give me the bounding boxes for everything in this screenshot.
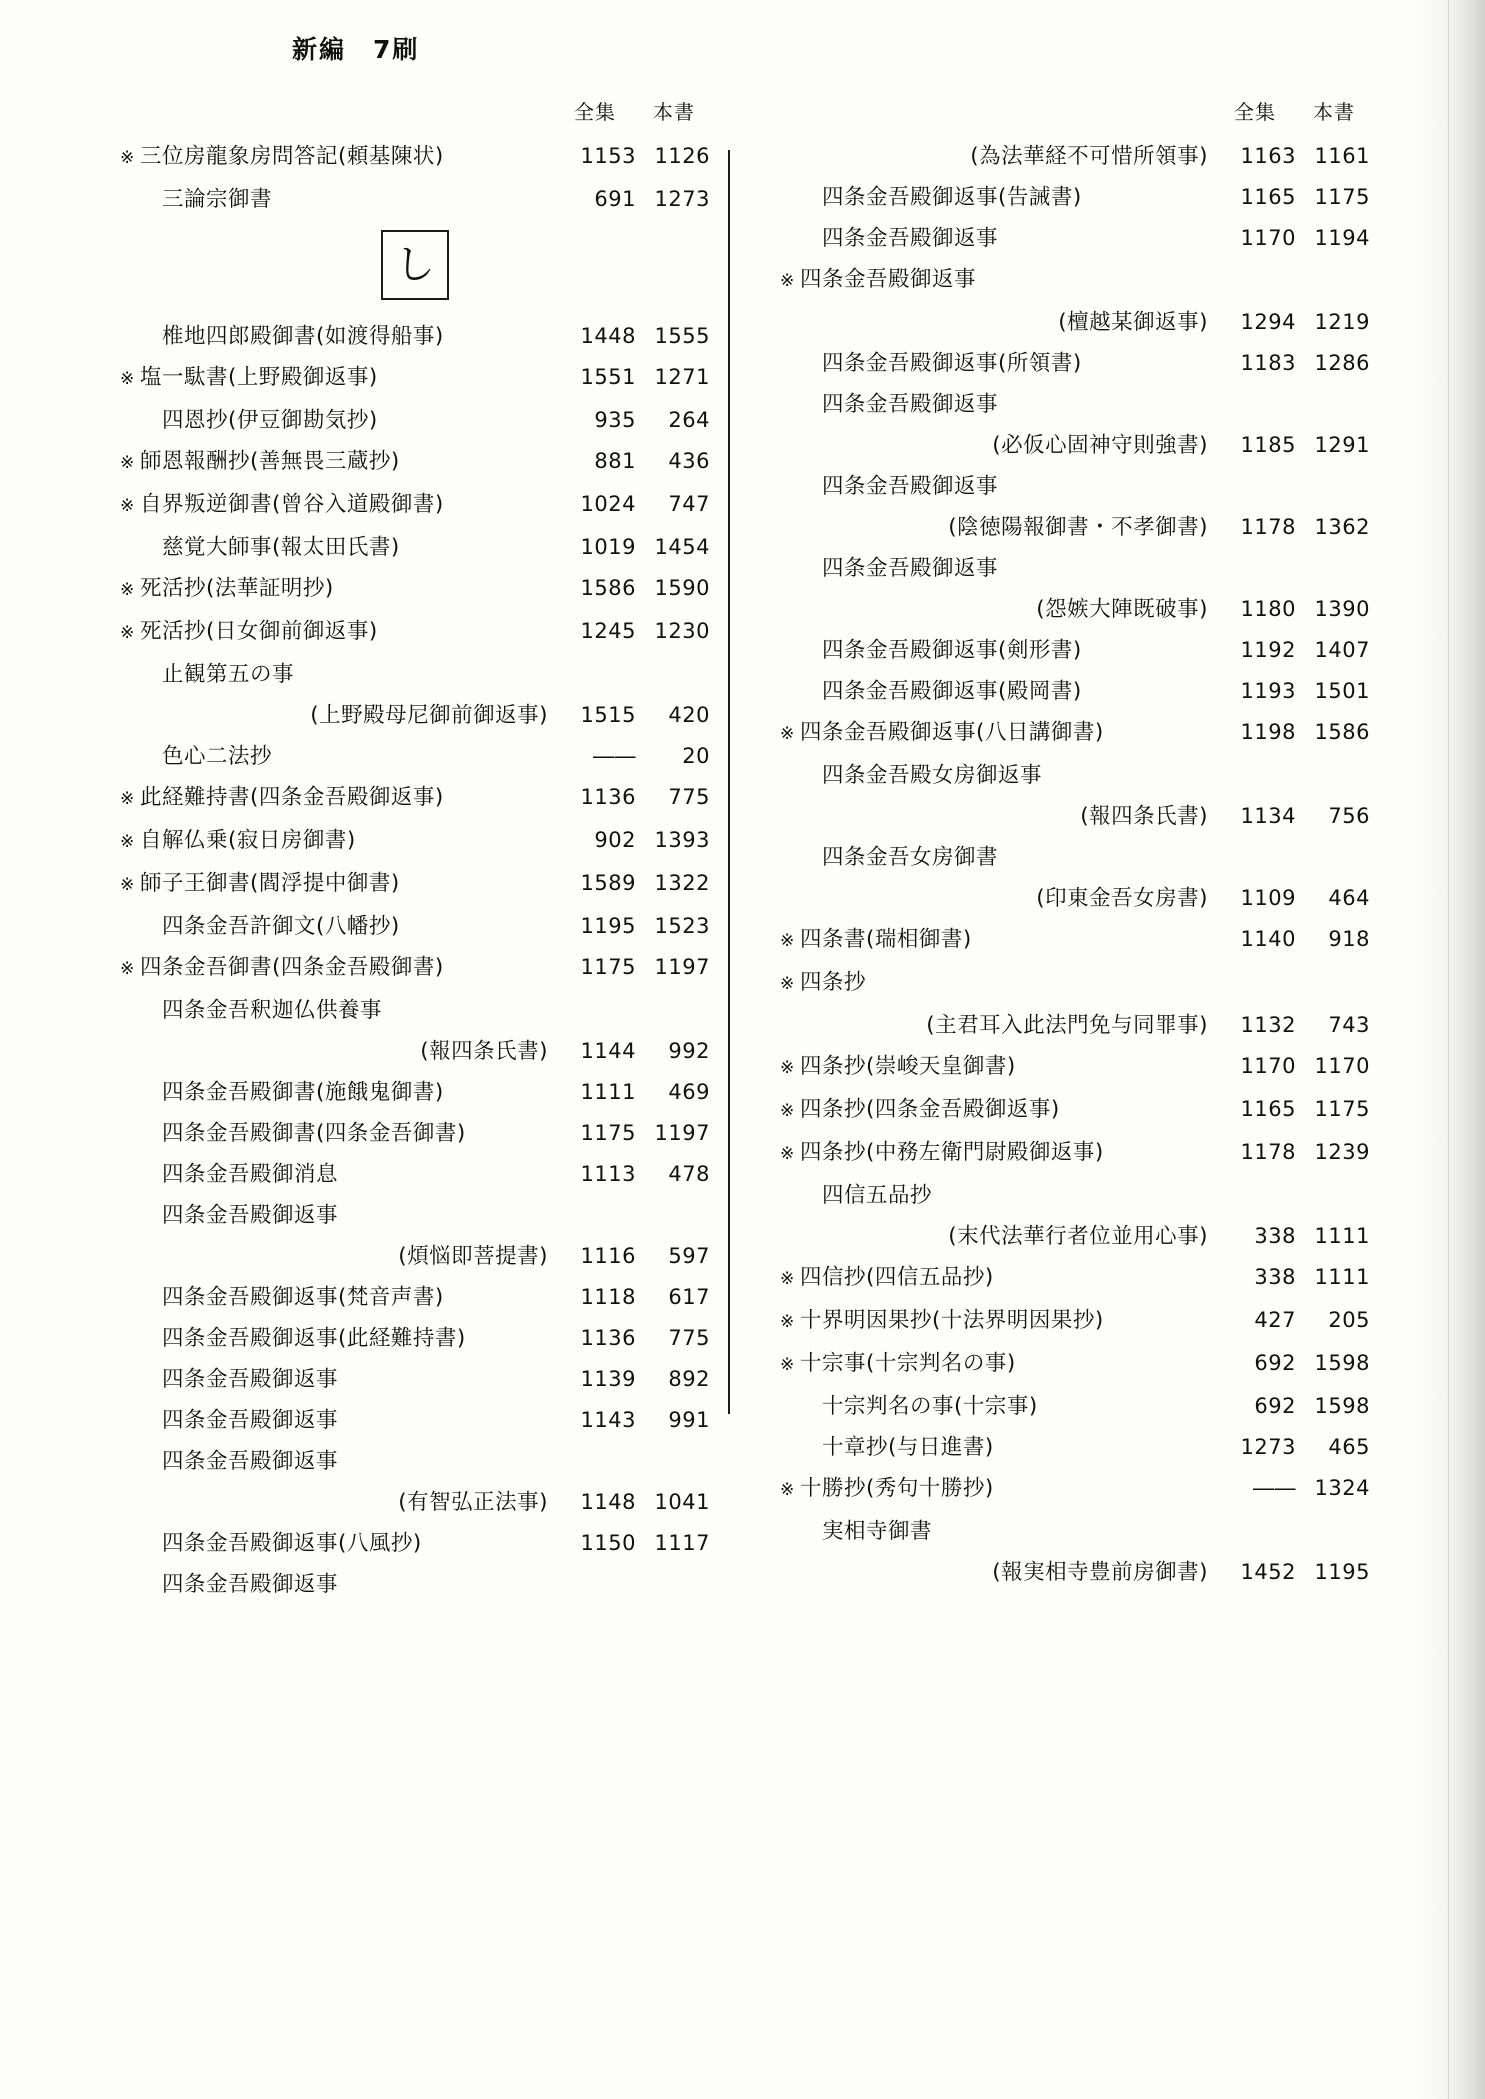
entry-title: 自解仏乗(寂日房御書) — [140, 828, 356, 853]
entry-page-zenshu: 1175 — [580, 955, 636, 979]
entry-page-honsho: 1555 — [654, 324, 710, 348]
entry-page-honsho: 1598 — [1314, 1394, 1370, 1418]
index-entry-row — [120, 1441, 710, 1482]
entry-page-honsho: 617 — [668, 1285, 710, 1309]
entry-title: 止観第五の事 — [162, 662, 295, 687]
index-entry-row — [780, 343, 1370, 384]
left-column — [120, 96, 734, 1605]
right-entries — [780, 136, 1370, 1593]
entry-title: 四条金吾女房御書 — [822, 845, 999, 870]
entry-page-honsho: 892 — [668, 1367, 710, 1391]
entry-page-zenshu: 1551 — [580, 365, 636, 389]
index-entry-row — [780, 466, 1370, 507]
entry-title: 四条書(瑞相御書) — [800, 927, 972, 952]
entry-page-honsho: 1598 — [1314, 1351, 1370, 1375]
entry-page-honsho: 1197 — [654, 955, 710, 979]
entry-title: 四条金吾殿御返事(殿岡書) — [822, 679, 1082, 704]
index-entry-row — [780, 177, 1370, 218]
entry-title: 四条金吾殿御消息 — [162, 1162, 339, 1187]
index-entry-row — [780, 1386, 1370, 1427]
entry-mark: ※ — [120, 832, 135, 852]
index-entry-row — [120, 1031, 710, 1072]
header-zenshu: 全集 — [1234, 100, 1276, 124]
index-entry-row — [780, 1132, 1370, 1175]
entry-page-zenshu: 692 — [1254, 1351, 1296, 1375]
entry-title: 四条抄(中務左衛門尉殿御返事) — [800, 1140, 1104, 1165]
left-column-headers — [120, 96, 710, 122]
entry-title: 死活抄(法華証明抄) — [140, 576, 334, 601]
entry-page-zenshu: 1515 — [580, 703, 636, 727]
entry-mark: ※ — [120, 580, 135, 600]
entry-page-honsho: 1195 — [1314, 1560, 1370, 1584]
entry-page-honsho: 1175 — [1314, 185, 1370, 209]
entry-title: (煩悩即菩提書) — [398, 1244, 548, 1269]
index-entry-row — [780, 671, 1370, 712]
entry-page-zenshu: 1178 — [1240, 1140, 1296, 1164]
entry-page-zenshu: 1024 — [580, 492, 636, 516]
entry-page-zenshu: 1294 — [1240, 310, 1296, 334]
index-entry-row — [780, 136, 1370, 177]
entry-page-honsho: 436 — [668, 449, 710, 473]
entry-page-honsho: 205 — [1328, 1308, 1370, 1332]
entry-mark: ※ — [780, 1269, 795, 1289]
entry-page-zenshu: 1448 — [580, 324, 636, 348]
entry-page-zenshu: 1185 — [1240, 433, 1296, 457]
entry-page-honsho: 1362 — [1314, 515, 1370, 539]
entry-mark: ※ — [120, 369, 135, 389]
entry-page-zenshu: 1175 — [580, 1121, 636, 1145]
entry-page-honsho: 1194 — [1314, 226, 1370, 250]
entry-page-zenshu: 1132 — [1240, 1013, 1296, 1037]
entry-title: 四条抄(崇峻天皇御書) — [800, 1054, 1016, 1079]
index-entry-row — [120, 1154, 710, 1195]
entry-mark: ※ — [780, 1312, 795, 1332]
entry-title: 師子王御書(閻浮提中御書) — [140, 871, 400, 896]
entry-page-honsho: 469 — [668, 1080, 710, 1104]
entry-title: (檀越某御返事) — [1058, 310, 1208, 335]
entry-page-honsho: 1197 — [654, 1121, 710, 1145]
entry-page-honsho: 1117 — [654, 1531, 710, 1555]
index-entry-row — [120, 527, 710, 568]
index-columns — [120, 96, 1370, 1605]
entry-page-zenshu: 1163 — [1240, 144, 1296, 168]
index-entry-row — [120, 863, 710, 906]
index-entry-row — [120, 1523, 710, 1564]
entry-title: 四条金吾殿御返事 — [800, 267, 977, 292]
entry-mark: ※ — [120, 959, 135, 979]
header-zenshu: 全集 — [574, 100, 616, 124]
index-entry-row — [120, 179, 710, 220]
entry-title: (有智弘正法事) — [398, 1490, 548, 1515]
scan-edge-shadow — [1413, 0, 1485, 2099]
index-entry-row — [120, 777, 710, 820]
index-entry-row — [780, 1427, 1370, 1468]
entry-page-zenshu: 1452 — [1240, 1560, 1296, 1584]
entry-page-zenshu: 1134 — [1240, 804, 1296, 828]
entry-page-zenshu: 1109 — [1240, 886, 1296, 910]
index-entry-row — [120, 568, 710, 611]
index-entry-row — [780, 384, 1370, 425]
running-head: 新編 7刷 — [292, 35, 420, 64]
index-entry-row — [120, 1564, 710, 1605]
entry-page-honsho: 1586 — [1314, 720, 1370, 744]
entry-page-honsho: 747 — [668, 492, 710, 516]
entry-page-zenshu: 1170 — [1240, 1054, 1296, 1078]
index-entry-row — [120, 484, 710, 527]
index-entry-row — [120, 1277, 710, 1318]
index-entry-row — [120, 695, 710, 736]
entry-page-honsho: 420 — [668, 703, 710, 727]
index-entry-row — [780, 919, 1370, 962]
entry-page-zenshu: 1183 — [1240, 351, 1296, 375]
index-entry-row — [120, 654, 710, 695]
entry-page-zenshu: 1140 — [1240, 927, 1296, 951]
entry-mark: ※ — [780, 974, 795, 994]
entry-title: 四条金吾殿御返事(梵音声書) — [162, 1285, 444, 1310]
entry-page-honsho: 1170 — [1314, 1054, 1370, 1078]
entry-page-zenshu: 1192 — [1240, 638, 1296, 662]
entry-page-honsho: 775 — [668, 785, 710, 809]
index-entry-row — [120, 136, 710, 179]
index-entry-row — [120, 1113, 710, 1154]
index-entry-row — [780, 1005, 1370, 1046]
entry-title: 四条金吾殿御返事 — [162, 1408, 339, 1433]
entry-title: (陰徳陽報御書・不孝御書) — [948, 515, 1208, 540]
entry-page-honsho: 1219 — [1314, 310, 1370, 334]
entry-title: 四条金吾殿御返事(告誡書) — [822, 185, 1082, 210]
entry-title: (報四条氏書) — [420, 1039, 548, 1064]
index-entry-row — [780, 507, 1370, 548]
index-entry-row — [780, 1257, 1370, 1300]
entry-title: (報四条氏書) — [1080, 804, 1208, 829]
index-entry-row — [120, 316, 710, 357]
entry-page-honsho: 1111 — [1314, 1224, 1370, 1248]
entry-page-zenshu: 1586 — [580, 576, 636, 600]
entry-page-honsho: 1230 — [654, 619, 710, 643]
entry-mark: ※ — [780, 1480, 795, 1500]
index-entry-row — [120, 1482, 710, 1523]
entry-page-zenshu: 1589 — [580, 871, 636, 895]
right-column-headers — [780, 96, 1370, 122]
entry-title: 四条金吾殿御返事 — [162, 1367, 339, 1392]
entry-page-honsho: 1111 — [1314, 1265, 1370, 1289]
index-entry-row — [780, 1343, 1370, 1386]
entry-title: (為法華経不可惜所領事) — [970, 144, 1208, 169]
entry-title: 此経難持書(四条金吾殿御返事) — [140, 785, 444, 810]
entry-page-zenshu: 1170 — [1240, 226, 1296, 250]
entry-title: 実相寺御書 — [822, 1519, 933, 1544]
entry-page-zenshu: 1139 — [580, 1367, 636, 1391]
entry-title: 師恩報酬抄(善無畏三蔵抄) — [140, 449, 400, 474]
entry-page-honsho: 1271 — [654, 365, 710, 389]
entry-title: 四条金吾殿御返事(剣形書) — [822, 638, 1082, 663]
entry-page-zenshu: 1153 — [580, 144, 636, 168]
header-honsho: 本書 — [1313, 100, 1355, 124]
index-entry-row — [780, 1552, 1370, 1593]
index-entry-row — [120, 990, 710, 1031]
entry-title: 自界叛逆御書(曾谷入道殿御書) — [140, 492, 444, 517]
entry-page-zenshu: 1193 — [1240, 679, 1296, 703]
index-entry-row — [780, 837, 1370, 878]
entry-page-honsho: 1390 — [1314, 597, 1370, 621]
entry-mark: ※ — [780, 724, 795, 744]
entry-page-zenshu: 1165 — [1240, 1097, 1296, 1121]
index-entry-row — [120, 1318, 710, 1359]
entry-title: 十宗事(十宗判名の事) — [800, 1351, 1016, 1376]
index-entry-row — [780, 218, 1370, 259]
index-entry-row — [780, 755, 1370, 796]
index-entry-row — [120, 1359, 710, 1400]
entry-title: 四条金吾殿御返事(所領書) — [822, 351, 1082, 376]
entry-title: 四信五品抄 — [822, 1183, 933, 1208]
left-entries-before-glyph — [120, 136, 710, 220]
index-entry-row — [780, 1468, 1370, 1511]
entry-title: 四条金吾殿御返事 — [162, 1203, 339, 1228]
entry-page-zenshu: 935 — [594, 408, 636, 432]
index-entry-row — [120, 1195, 710, 1236]
entry-title: 四条金吾殿御返事 — [822, 392, 999, 417]
entry-title: 十勝抄(秀句十勝抄) — [800, 1476, 994, 1501]
entry-page-zenshu: 1245 — [580, 619, 636, 643]
entry-title: (必仮心固神守則強書) — [992, 433, 1208, 458]
index-entry-row — [780, 1175, 1370, 1216]
scan-edge-line — [1448, 0, 1449, 2099]
entry-title: 三位房龍象房問答記(頼基陳状) — [140, 144, 444, 169]
entry-page-zenshu: 692 — [1254, 1394, 1296, 1418]
entry-title: 四条金吾御書(四条金吾殿御書) — [140, 955, 444, 980]
entry-page-honsho: 1324 — [1314, 1476, 1370, 1500]
entry-page-zenshu: 881 — [594, 449, 636, 473]
entry-page-zenshu: 338 — [1254, 1224, 1296, 1248]
index-entry-row — [780, 630, 1370, 671]
index-entry-row — [120, 1072, 710, 1113]
entry-title: 四条金吾殿御書(四条金吾御書) — [162, 1121, 466, 1146]
entry-title: 四条金吾許御文(八幡抄) — [162, 914, 400, 939]
left-entries-after-glyph — [120, 316, 710, 1605]
entry-page-zenshu: 1111 — [580, 1080, 636, 1104]
entry-page-honsho: 1041 — [654, 1490, 710, 1514]
entry-page-honsho: 1291 — [1314, 433, 1370, 457]
entry-title: (印東金吾女房書) — [1036, 886, 1208, 911]
index-entry-row — [780, 589, 1370, 630]
entry-page-zenshu: 1150 — [580, 1531, 636, 1555]
entry-title: 四条金吾殿御返事(此経難持書) — [162, 1326, 466, 1351]
entry-title: 四条金吾殿女房御返事 — [822, 763, 1043, 788]
entry-title: (上野殿母尼御前御返事) — [310, 703, 548, 728]
index-entry-row — [780, 548, 1370, 589]
entry-title: (報実相寺豊前房御書) — [992, 1560, 1208, 1585]
entry-title: 四条金吾殿御返事 — [822, 226, 999, 251]
entry-title: 四信抄(四信五品抄) — [800, 1265, 994, 1290]
index-entry-row — [120, 611, 710, 654]
entry-page-zenshu: 1118 — [580, 1285, 636, 1309]
entry-title: (末代法華行者位並用心事) — [948, 1224, 1208, 1249]
entry-page-honsho: 1523 — [654, 914, 710, 938]
entry-mark: ※ — [780, 1144, 795, 1164]
section-glyph-container — [120, 220, 710, 316]
entry-page-zenshu: 427 — [1254, 1308, 1296, 1332]
entry-page-zenshu: 1019 — [580, 535, 636, 559]
index-entry-row — [120, 820, 710, 863]
entry-page-zenshu: 338 — [1254, 1265, 1296, 1289]
entry-title: 四条金吾殿御返事(八日講御書) — [800, 720, 1104, 745]
entry-page-zenshu: 1136 — [580, 785, 636, 809]
index-entry-row — [780, 302, 1370, 343]
entry-mark: ※ — [120, 623, 135, 643]
entry-page-zenshu: 1195 — [580, 914, 636, 938]
entry-title: 塩一駄書(上野殿御返事) — [140, 365, 378, 390]
header-honsho: 本書 — [653, 100, 695, 124]
entry-mark: ※ — [780, 1355, 795, 1375]
entry-page-honsho: 1590 — [654, 576, 710, 600]
entry-page-honsho: 775 — [668, 1326, 710, 1350]
index-entry-row — [780, 259, 1370, 302]
entry-page-zenshu: 1178 — [1240, 515, 1296, 539]
entry-page-honsho: 465 — [1328, 1435, 1370, 1459]
entry-mark: ※ — [780, 931, 795, 951]
entry-page-zenshu: ―― — [593, 744, 636, 768]
entry-page-honsho: 1175 — [1314, 1097, 1370, 1121]
index-entry-row — [780, 1216, 1370, 1257]
entry-page-honsho: 992 — [668, 1039, 710, 1063]
entry-page-zenshu: 1273 — [1240, 1435, 1296, 1459]
entry-page-honsho: 1286 — [1314, 351, 1370, 375]
entry-title: 四恩抄(伊豆御勘気抄) — [162, 408, 378, 433]
entry-page-honsho: 1161 — [1314, 144, 1370, 168]
entry-page-honsho: 743 — [1328, 1013, 1370, 1037]
index-entry-row — [780, 878, 1370, 919]
entry-title: 十界明因果抄(十法界明因果抄) — [800, 1308, 1104, 1333]
entry-mark: ※ — [120, 148, 135, 168]
entry-page-zenshu: 1116 — [580, 1244, 636, 1268]
entry-title: 四条抄 — [800, 970, 867, 995]
index-entry-row — [780, 1511, 1370, 1552]
entry-title: (怨嫉大陣既破事) — [1036, 597, 1208, 622]
index-entry-row — [120, 1400, 710, 1441]
entry-page-zenshu: 691 — [594, 187, 636, 211]
entry-page-honsho: 918 — [1328, 927, 1370, 951]
entry-title: 四条金吾殿御返事 — [162, 1449, 339, 1474]
index-entry-row — [780, 1089, 1370, 1132]
index-entry-row — [780, 712, 1370, 755]
entry-title: 死活抄(日女御前御返事) — [140, 619, 378, 644]
entry-page-zenshu: 1144 — [580, 1039, 636, 1063]
entry-page-honsho: 1273 — [654, 187, 710, 211]
entry-page-honsho: 464 — [1328, 886, 1370, 910]
entry-page-honsho: 1407 — [1314, 638, 1370, 662]
index-entry-row — [780, 1046, 1370, 1089]
entry-page-zenshu: 1113 — [580, 1162, 636, 1186]
entry-page-zenshu: 1198 — [1240, 720, 1296, 744]
entry-title: (主君耳入此法門免与同罪事) — [926, 1013, 1208, 1038]
right-column — [734, 96, 1370, 1605]
entry-mark: ※ — [780, 1058, 795, 1078]
entry-title: 四条金吾殿御返事(八風抄) — [162, 1531, 422, 1556]
index-entry-row — [120, 1236, 710, 1277]
entry-title: 色心二法抄 — [162, 744, 273, 769]
entry-page-honsho: 597 — [668, 1244, 710, 1268]
index-entry-row — [120, 947, 710, 990]
entry-title: 四条金吾殿御返事 — [162, 1572, 339, 1597]
entry-page-zenshu: 1148 — [580, 1490, 636, 1514]
entry-page-honsho: 20 — [682, 744, 710, 768]
section-glyph: し — [381, 230, 449, 300]
entry-page-honsho: 1393 — [654, 828, 710, 852]
entry-page-honsho: 991 — [668, 1408, 710, 1432]
entry-mark: ※ — [120, 453, 135, 473]
entry-page-zenshu: ―― — [1253, 1476, 1296, 1500]
entry-title: 四条金吾殿御返事 — [822, 474, 999, 499]
entry-page-honsho: 756 — [1328, 804, 1370, 828]
index-entry-row — [780, 796, 1370, 837]
index-entry-row — [120, 441, 710, 484]
entry-page-honsho: 1322 — [654, 871, 710, 895]
index-entry-row — [780, 962, 1370, 1005]
index-entry-row — [120, 736, 710, 777]
entry-title: 十宗判名の事(十宗事) — [822, 1394, 1038, 1419]
entry-title: 四条金吾殿御書(施餓鬼御書) — [162, 1080, 444, 1105]
entry-mark: ※ — [780, 271, 795, 291]
index-entry-row — [120, 400, 710, 441]
entry-page-honsho: 1454 — [654, 535, 710, 559]
entry-title: 三論宗御書 — [162, 187, 273, 212]
index-entry-row — [780, 425, 1370, 466]
entry-mark: ※ — [120, 496, 135, 516]
entry-page-honsho: 1126 — [654, 144, 710, 168]
index-entry-row — [120, 906, 710, 947]
entry-mark: ※ — [120, 789, 135, 809]
entry-mark: ※ — [120, 875, 135, 895]
entry-title: 四条抄(四条金吾殿御返事) — [800, 1097, 1060, 1122]
entry-title: 十章抄(与日進書) — [822, 1435, 994, 1460]
index-entry-row — [780, 1300, 1370, 1343]
entry-title: 椎地四郎殿御書(如渡得船事) — [162, 324, 444, 349]
entry-page-zenshu: 1136 — [580, 1326, 636, 1350]
index-entry-row — [120, 357, 710, 400]
entry-title: 慈覚大師事(報太田氏書) — [162, 535, 400, 560]
entry-mark: ※ — [780, 1101, 795, 1121]
entry-page-zenshu: 1143 — [580, 1408, 636, 1432]
entry-page-honsho: 264 — [668, 408, 710, 432]
entry-title: 四条金吾釈迦仏供養事 — [162, 998, 383, 1023]
entry-page-zenshu: 902 — [594, 828, 636, 852]
entry-page-zenshu: 1165 — [1240, 185, 1296, 209]
entry-title: 四条金吾殿御返事 — [822, 556, 999, 581]
entry-page-honsho: 478 — [668, 1162, 710, 1186]
entry-page-honsho: 1501 — [1314, 679, 1370, 703]
entry-page-honsho: 1239 — [1314, 1140, 1370, 1164]
entry-page-zenshu: 1180 — [1240, 597, 1296, 621]
